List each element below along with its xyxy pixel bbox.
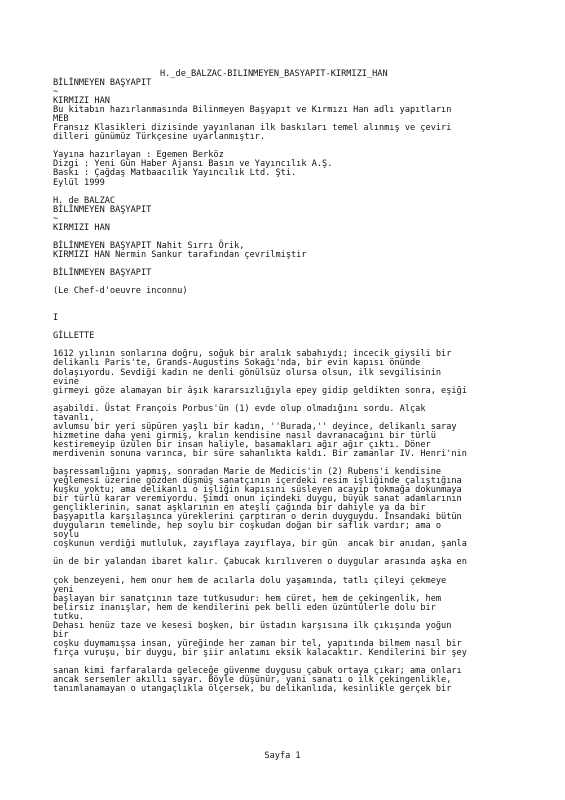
text-line: I: [53, 313, 59, 324]
text-line: aşabildi. Üstat François Porbus'ün (1) evde olup olmadığını sordu. Alçak: [53, 403, 426, 414]
text-line: BİLİNMEYEN BAŞYAPIT Nahit Sırrı Örik,: [53, 240, 245, 251]
text-line: ~: [53, 87, 59, 98]
text-line: merdivenin sonuna varınca, bir süre sahanlıkta kaldı. Bir zamanlar IV. Henri'nin: [53, 448, 467, 459]
text-line: yeğlemesi üzerine gözden düşmüş sanatçının içerdeki resim işliğinde çalıştığına: [53, 476, 462, 487]
text-line: Fransız Klasikleri dizisinde yayınlanan ilk baskıları temel alınmış ve çeviri: [53, 123, 452, 134]
text-line: ~: [53, 213, 59, 224]
blank-line: [53, 188, 553, 197]
text-line: avlumsu bir yeri süpüren yaşlı bir kadın, ''Burada,'' deyince, delikanlı saray: [53, 421, 457, 432]
document-header: H._de_BALZAC-BILINMEYEN_BASYAPIT-KIRMIZI_HAN: [160, 69, 388, 79]
text-line: coşku duymamışsa insan, yüreğinde her zaman bir tel, yapıtında bilmem nasıl bir: [53, 638, 462, 649]
text-line: Dizgi : Yeni Gün Haber Ajansı Basın ve Yayıncılık A.Ş.: [53, 159, 333, 170]
text-line: soylu: [53, 530, 79, 541]
text-line: kestiremeyip üzülen bir insan haliyle, basamakları ağır ağır çıktı. Döner: [53, 439, 431, 450]
text-line: tutku.: [53, 611, 85, 622]
page-number: Sayfa 1: [264, 751, 301, 761]
text-line: KIRMIZI HAN Nermin Sankur tarafından çevrilmiştir: [53, 249, 307, 260]
text-line: BİLİNMEYEN BAŞYAPIT: [53, 267, 152, 278]
text-line: Dehası henüz taze ve kesesi boşken, bir üstadın karşısına ilk çıkışında yoğun: [53, 620, 452, 631]
text-line: Bu kitabın hazırlanmasında Bilinmeyen Başyapıt ve Kırmızı Han adlı yapıtların: [53, 105, 452, 116]
blank-line: [53, 296, 553, 305]
text-line: dilleri günümüz Türkçesine uyarlanmıştır.: [53, 132, 266, 143]
text-line: coşkunun verdiği mutluluk, zayıflaya zayıflaya, bir gün ancak bir anıdan, şanla: [53, 539, 467, 550]
text-line: kuşku yoktu; ama delikanlı o işliğin kapısını süsleyen acayip tokmağa dokunmaya: [53, 485, 462, 496]
text-line: sanan kimi farfaralarda geleceğe güvenme duygusu çabuk ortaya çıkar; ama onları: [53, 666, 462, 677]
text-line: tavanlı,: [53, 412, 95, 423]
text-line: girmeyi göze alamayan bir âşık kararsızlığıyla epey gidip geldikten sonra, eşiği: [53, 385, 467, 396]
text-line: KIRMIZI HAN: [53, 222, 110, 233]
text-line: evine: [53, 376, 79, 387]
text-line: H. de BALZAC: [53, 195, 116, 206]
text-line: GİLLETTE: [53, 331, 95, 342]
text-line: hizmetine daha yeni girmiş, kralın kendisine nasıl davranacağını bir türlü: [53, 430, 436, 441]
text-line: BİLİNMEYEN BAŞYAPIT: [53, 78, 152, 88]
text-line: fırça vuruşu, bir duygu, bir şiir anlatımı eksik kalacaktır. Kendilerini bir şey: [53, 647, 467, 658]
text-line: Baskı : Çağdaş Matbaacılık Yayıncılık Ltd. Şti.: [53, 168, 297, 179]
text-line: delikanlı Paris'te, Grands-Augustins Sokağı'nda, bir evin kapısı önünde: [53, 358, 421, 369]
text-line: ün de bir yalandan ibaret kalır. Çabucak kırılıveren o duygular arasında aşka en: [53, 557, 467, 568]
text-line: KIRMIZI HAN: [53, 96, 110, 107]
text-line: ancak sersemler akıllı sayar. Böyle düşünür, yani sanatı o ilk çekingenlikle,: [53, 675, 452, 686]
text-line: başyapıtla karşılaşınca yüreklerini çarptıran o derin duyguydu. İnsandaki bütün: [53, 512, 462, 523]
text-line: dolaşıyordu. Sevdiği kadın ne denli gönülsüz olursa olsun, ilk sevgilisinin: [53, 367, 442, 378]
text-line: tanımlanamayan o utangaçlıkla ölçersek, bu delikanlıda, kesinlikle gerçek bir: [53, 684, 452, 695]
text-line: duyguların temelinde, hep soylu bir coşkudan doğan bir saflık vardır; ama o: [53, 521, 442, 532]
text-line: başlayan bir sanatçının taze tutkusudur: hem cüret, hem de çekingenlik, hem: [53, 593, 442, 604]
text-line: belirsiz inanışlar, hem de kendilerini pek belli eden üzüntülerle dolu bir: [53, 602, 436, 613]
text-line: bir: [53, 629, 69, 640]
text-line: Eylül 1999: [53, 177, 105, 188]
blank-line: [53, 305, 553, 314]
text-line: Yayına hazırlayan : Egemen Berköz: [53, 150, 224, 161]
text-line: MEB: [53, 114, 69, 125]
text-line: 1612 yılının sonlarına doğru, soğuk bir aralık sabahıydı; incecik giysili bir: [53, 349, 452, 360]
text-line: (Le Chef-d'oeuvre inconnu): [53, 286, 188, 297]
blank-line: [53, 323, 553, 332]
text-line: başressamlığını yapmış, sonradan Marie de Medicis'in (2) Rubens'i kendisine: [53, 467, 442, 478]
document-body: [53, 79, 553, 694]
text-line: yeni: [53, 584, 74, 595]
text-line: gençliklerinin, sanat aşklarının en ateşli çağında bir dahiyle ya da bir: [53, 503, 426, 514]
text-line: bir türlü karar veremiyordu. Şimdi onun içindeki duygu, büyük sanat adamlarının: [53, 494, 462, 505]
text-line: BİLİNMEYEN BAŞYAPIT: [53, 204, 152, 215]
text-line: çok benzeyeni, hem onur hem de acılarla dolu yaşamında, tatlı çileyi çekmeye: [53, 575, 447, 586]
